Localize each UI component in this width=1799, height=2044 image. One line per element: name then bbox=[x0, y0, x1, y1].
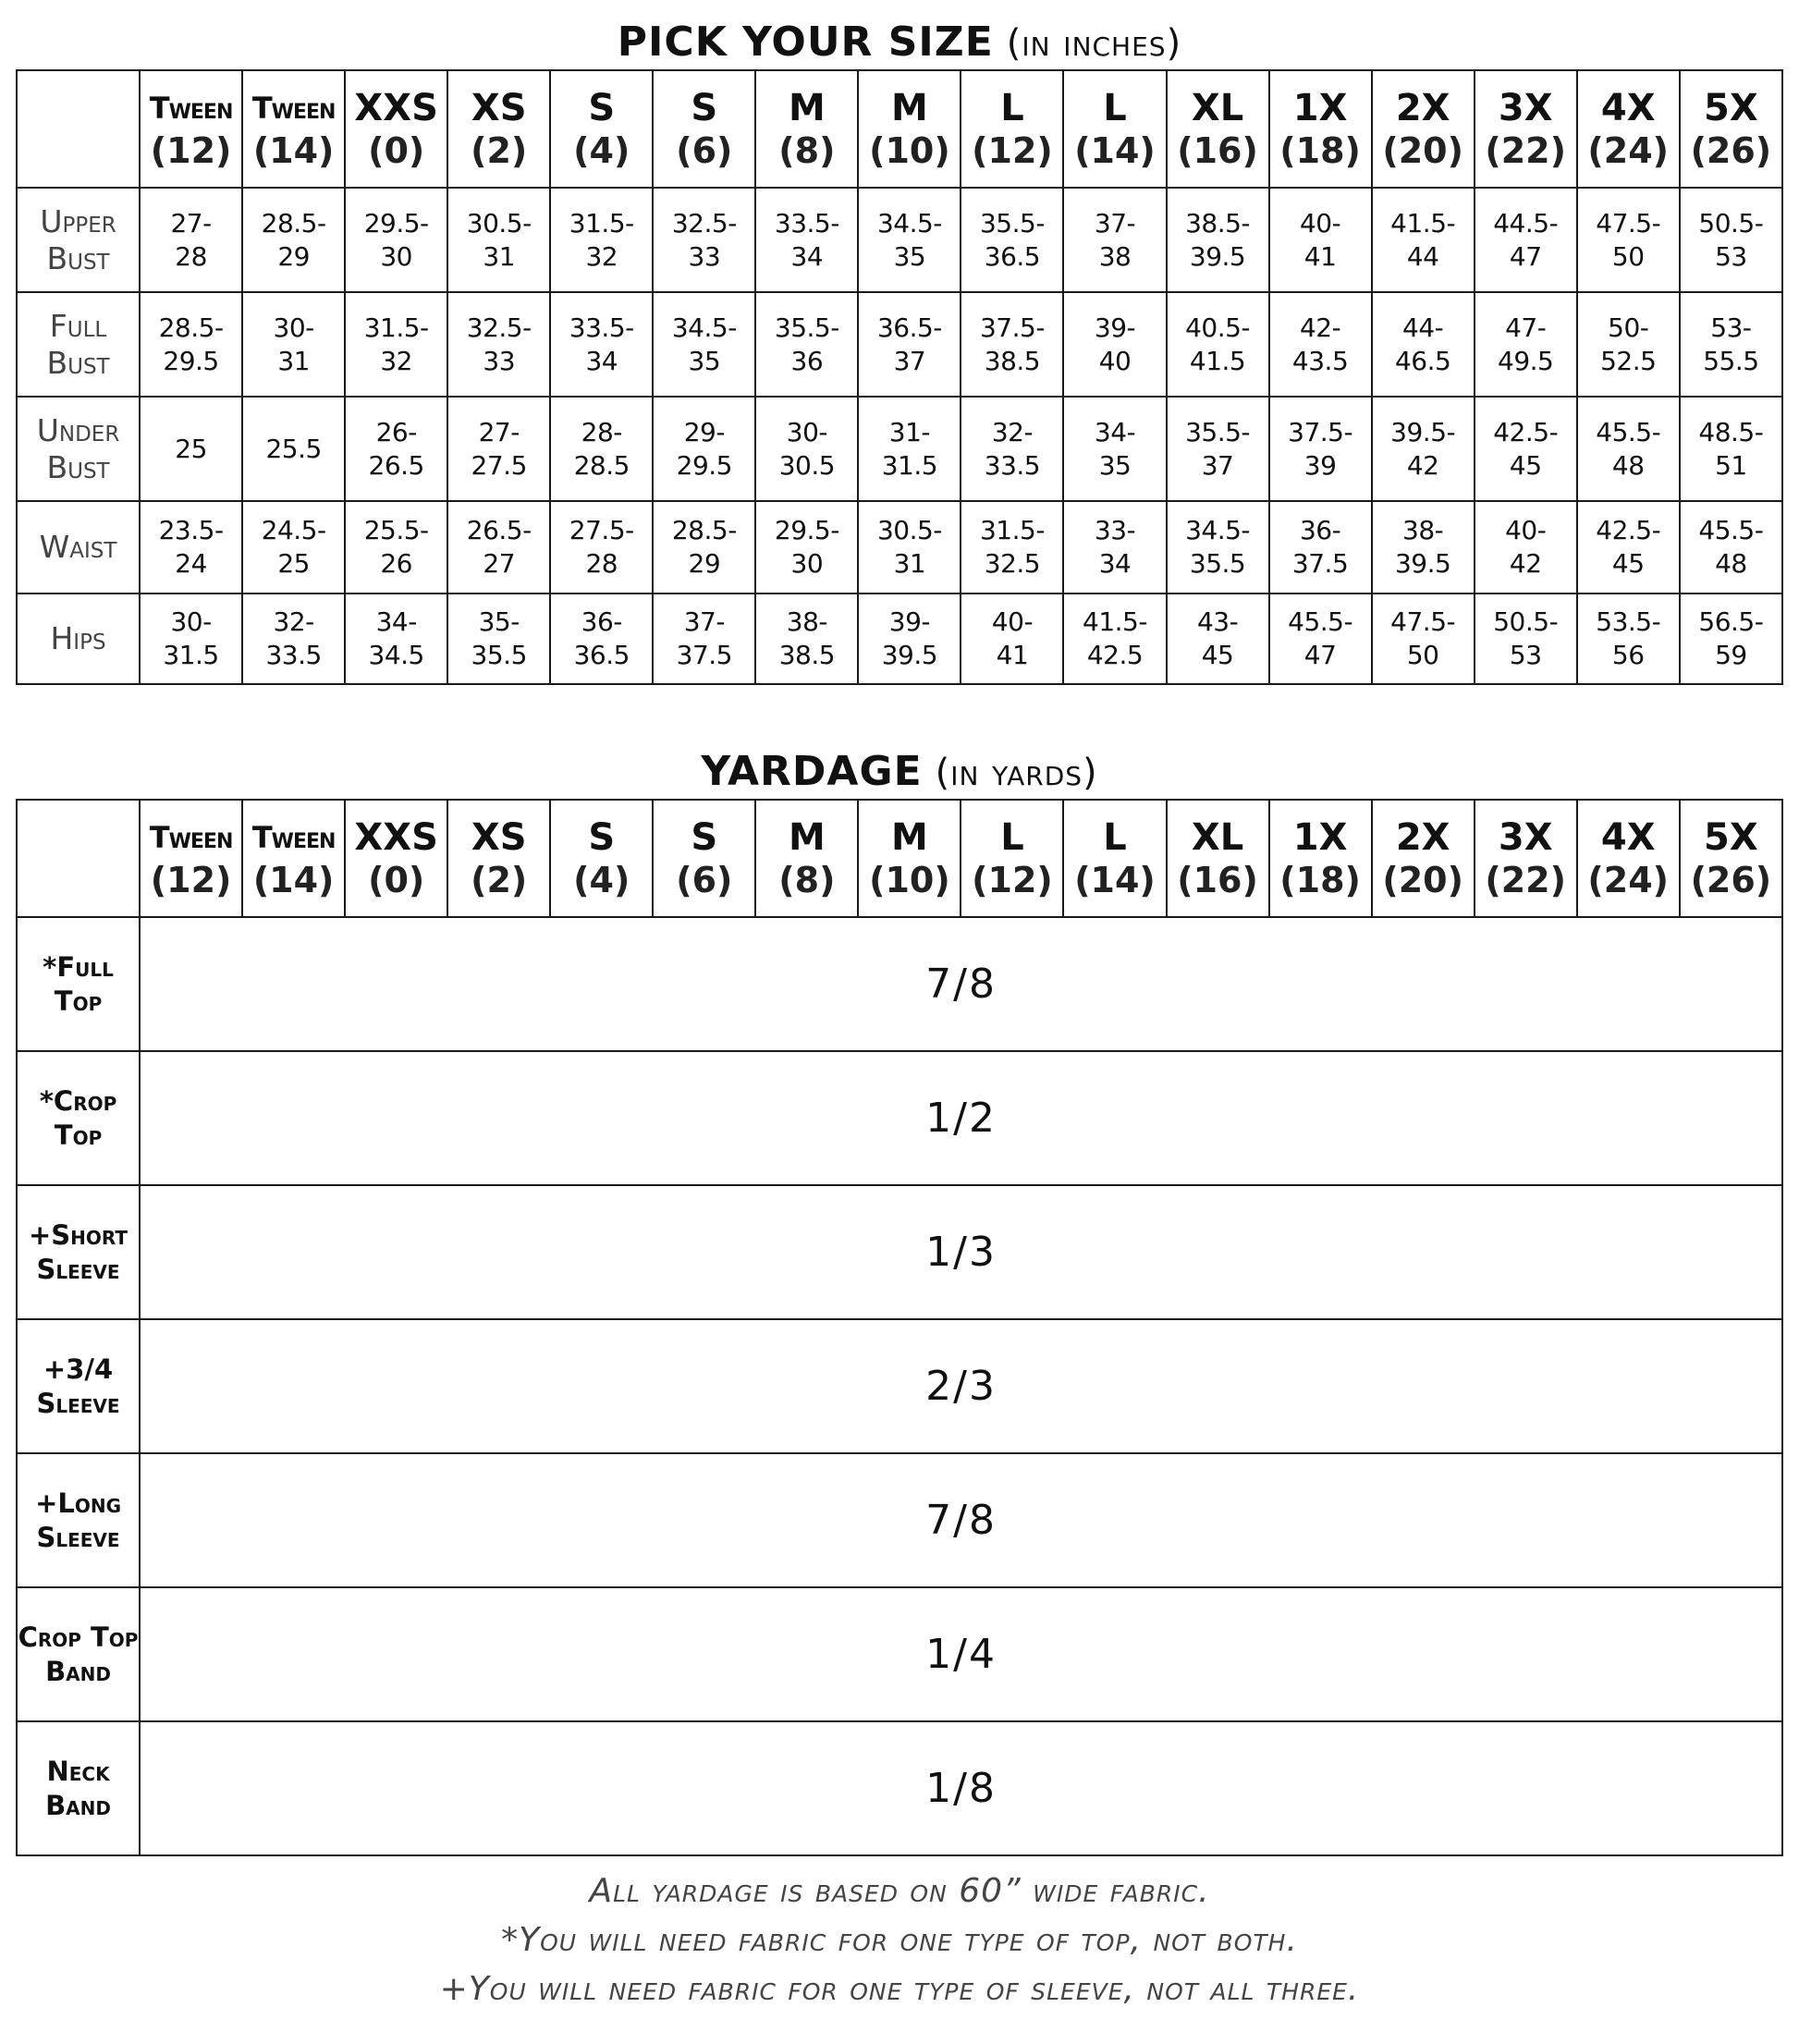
size-name: 1X bbox=[1292, 815, 1348, 859]
yardage-value: 7/8 bbox=[140, 1453, 1782, 1587]
size-number: (16) bbox=[1177, 859, 1258, 900]
measurement-cell: 32- 33.5 bbox=[961, 397, 1063, 501]
measurement-cell: 27.5- 28 bbox=[550, 501, 653, 594]
measurement-cell: 50.5- 53 bbox=[1680, 188, 1782, 292]
measurement-cell: 37.5- 38.5 bbox=[961, 292, 1063, 397]
measurement-cell: 23.5- 24 bbox=[140, 501, 242, 594]
size-column-header bbox=[550, 800, 653, 917]
size-number: (12) bbox=[972, 859, 1053, 900]
size-name: XXS bbox=[354, 815, 438, 859]
size-name: L bbox=[1103, 815, 1127, 859]
size-number: (6) bbox=[676, 129, 733, 171]
size-column-header bbox=[1372, 800, 1475, 917]
size-number: (14) bbox=[1074, 859, 1156, 900]
size-name: 5X bbox=[1704, 815, 1758, 859]
measurement-cell: 47.5- 50 bbox=[1372, 594, 1475, 684]
measurement-cell: 37.5- 39 bbox=[1269, 397, 1372, 501]
measurement-cell: 31.5- 32.5 bbox=[961, 501, 1063, 594]
size-name: S bbox=[691, 815, 718, 859]
measurement-cell: 34.5- 35 bbox=[653, 292, 755, 397]
size-name: L bbox=[1000, 86, 1024, 129]
measurement-cell: 42.5- 45 bbox=[1475, 397, 1577, 501]
size-number: (22) bbox=[1485, 129, 1566, 171]
measurement-cell: 38- 38.5 bbox=[755, 594, 858, 684]
size-column-header bbox=[1577, 800, 1680, 917]
measurement-label: Upper Bust bbox=[17, 188, 140, 292]
measurement-cell: 42- 43.5 bbox=[1269, 292, 1372, 397]
size-name: 3X bbox=[1498, 86, 1553, 129]
corner-cell bbox=[17, 800, 140, 917]
size-name: M bbox=[891, 815, 928, 859]
size-column-header bbox=[140, 70, 242, 188]
measurement-cell: 32.5- 33 bbox=[447, 292, 550, 397]
size-number: (14) bbox=[1074, 129, 1156, 171]
size-name: XL bbox=[1191, 86, 1244, 129]
size-number: (26) bbox=[1690, 129, 1772, 171]
yardage-chart-title bbox=[0, 746, 1799, 799]
measurement-cell: 39- 39.5 bbox=[858, 594, 961, 684]
size-number: (8) bbox=[778, 129, 836, 171]
size-column-header bbox=[858, 800, 961, 917]
yardage-value: 1/8 bbox=[140, 1721, 1782, 1855]
measurement-cell: 27- 27.5 bbox=[447, 397, 550, 501]
size-column-header bbox=[1167, 800, 1269, 917]
measurement-cell: 40- 42 bbox=[1475, 501, 1577, 594]
measurement-cell: 38.5- 39.5 bbox=[1167, 188, 1269, 292]
measurement-cell: 30.5- 31 bbox=[858, 501, 961, 594]
size-name: XS bbox=[471, 815, 527, 859]
size-chart-table bbox=[16, 69, 1783, 685]
measurement-cell: 28.5- 29 bbox=[653, 501, 755, 594]
yardage-chart-title-text: YARDAGE bbox=[701, 748, 923, 795]
size-name: Tween bbox=[149, 90, 233, 126]
measurement-label: Waist bbox=[17, 501, 140, 594]
measurement-cell: 39.5- 42 bbox=[1372, 397, 1475, 501]
yardage-label: Crop Top Band bbox=[17, 1587, 140, 1721]
measurement-cell: 43- 45 bbox=[1167, 594, 1269, 684]
measurement-cell: 31- 31.5 bbox=[858, 397, 961, 501]
measurement-cell: 35.5- 37 bbox=[1167, 397, 1269, 501]
measurement-label: Hips bbox=[17, 594, 140, 684]
yardage-label: *Full Top bbox=[17, 917, 140, 1051]
size-column-header bbox=[1167, 70, 1269, 188]
size-name: S bbox=[588, 815, 616, 859]
size-chart-unit: (in inches) bbox=[1006, 22, 1182, 65]
measurement-cell: 30- 31 bbox=[242, 292, 345, 397]
measurement-cell: 25.5- 26 bbox=[345, 501, 447, 594]
size-number: (16) bbox=[1177, 129, 1258, 171]
footnote-sleeve-type: +You will need fabric for one type of sleeve, not all three. bbox=[439, 1970, 1360, 2008]
size-number: (20) bbox=[1382, 129, 1463, 171]
measurement-cell: 25 bbox=[140, 397, 242, 501]
measurement-cell: 56.5- 59 bbox=[1680, 594, 1782, 684]
size-chart-title-text: PICK YOUR SIZE bbox=[617, 18, 994, 66]
measurement-cell: 33.5- 34 bbox=[755, 188, 858, 292]
size-number: (12) bbox=[150, 859, 232, 900]
size-column-header bbox=[1475, 70, 1577, 188]
size-number: (2) bbox=[471, 129, 528, 171]
measurement-cell: 37- 38 bbox=[1063, 188, 1166, 292]
size-column-header bbox=[1063, 800, 1166, 917]
measurement-cell: 24.5- 25 bbox=[242, 501, 345, 594]
size-column-header bbox=[755, 800, 858, 917]
measurement-cell: 29.5- 30 bbox=[755, 501, 858, 594]
measurement-cell: 50- 52.5 bbox=[1577, 292, 1680, 397]
size-name: Tween bbox=[149, 819, 233, 855]
yardage-row bbox=[17, 1319, 1782, 1453]
measurement-cell: 32.5- 33 bbox=[653, 188, 755, 292]
size-number: (10) bbox=[869, 129, 950, 171]
measurement-cell: 50.5- 53 bbox=[1475, 594, 1577, 684]
size-column-header bbox=[242, 70, 345, 188]
measurement-cell: 37- 37.5 bbox=[653, 594, 755, 684]
measurement-cell: 47- 49.5 bbox=[1475, 292, 1577, 397]
size-number: (18) bbox=[1279, 859, 1361, 900]
size-name: 5X bbox=[1704, 86, 1758, 129]
measurement-cell: 30- 31.5 bbox=[140, 594, 242, 684]
measurement-cell: 36.5- 37 bbox=[858, 292, 961, 397]
size-column-header bbox=[1269, 800, 1372, 917]
measurement-cell: 33.5- 34 bbox=[550, 292, 653, 397]
size-column-header bbox=[858, 70, 961, 188]
size-chart-body bbox=[17, 188, 1782, 684]
measurement-cell: 45.5- 48 bbox=[1577, 397, 1680, 501]
measurement-cell: 34.5- 35.5 bbox=[1167, 501, 1269, 594]
size-name: Tween bbox=[251, 90, 336, 126]
measurement-cell: 53- 55.5 bbox=[1680, 292, 1782, 397]
size-number: (0) bbox=[368, 859, 425, 900]
measurement-cell: 44- 46.5 bbox=[1372, 292, 1475, 397]
yardage-row bbox=[17, 1051, 1782, 1185]
measurement-cell: 28.5- 29 bbox=[242, 188, 345, 292]
measurement-cell: 45.5- 47 bbox=[1269, 594, 1372, 684]
size-number: (12) bbox=[150, 129, 232, 171]
footnote-top-type: *You will need fabric for one type of top, not both. bbox=[501, 1921, 1298, 1959]
size-number: (8) bbox=[778, 859, 836, 900]
size-header-row bbox=[17, 70, 1782, 188]
measurement-cell: 34- 34.5 bbox=[345, 594, 447, 684]
size-number: (20) bbox=[1382, 859, 1463, 900]
measurement-cell: 27- 28 bbox=[140, 188, 242, 292]
measurement-cell: 40.5- 41.5 bbox=[1167, 292, 1269, 397]
size-name: 4X bbox=[1600, 815, 1656, 859]
size-column-header bbox=[1577, 70, 1680, 188]
measurement-cell: 28.5- 29.5 bbox=[140, 292, 242, 397]
measurement-cell: 53.5- 56 bbox=[1577, 594, 1680, 684]
measurement-cell: 29- 29.5 bbox=[653, 397, 755, 501]
measurement-label: Under Bust bbox=[17, 397, 140, 501]
size-number: (10) bbox=[869, 859, 950, 900]
measurement-cell: 31.5- 32 bbox=[345, 292, 447, 397]
measurement-row bbox=[17, 594, 1782, 684]
size-column-header bbox=[447, 70, 550, 188]
yardage-chart-table bbox=[16, 799, 1783, 1856]
size-column-header bbox=[961, 800, 1063, 917]
measurement-cell: 36- 36.5 bbox=[550, 594, 653, 684]
size-name: 2X bbox=[1395, 86, 1450, 129]
measurement-label: Full Bust bbox=[17, 292, 140, 397]
size-number: (4) bbox=[573, 129, 630, 171]
measurement-cell: 25.5 bbox=[242, 397, 345, 501]
measurement-cell: 34- 35 bbox=[1063, 397, 1166, 501]
measurement-cell: 35- 35.5 bbox=[447, 594, 550, 684]
measurement-cell: 35.5- 36.5 bbox=[961, 188, 1063, 292]
yardage-row bbox=[17, 1721, 1782, 1855]
size-column-header bbox=[242, 800, 345, 917]
size-number: (26) bbox=[1690, 859, 1772, 900]
yardage-chart-unit: (in yards) bbox=[935, 752, 1098, 794]
size-column-header bbox=[1372, 70, 1475, 188]
size-number: (14) bbox=[252, 859, 335, 900]
yardage-row bbox=[17, 1185, 1782, 1319]
size-name: XXS bbox=[354, 86, 438, 129]
measurement-cell: 47.5- 50 bbox=[1577, 188, 1680, 292]
size-column-header bbox=[447, 800, 550, 917]
footnote-fabric-width: All yardage is based on 60” wide fabric. bbox=[589, 1872, 1210, 1910]
size-column-header bbox=[653, 800, 755, 917]
size-number: (12) bbox=[972, 129, 1053, 171]
yardage-value: 1/2 bbox=[140, 1051, 1782, 1185]
measurement-cell: 39- 40 bbox=[1063, 292, 1166, 397]
size-name: L bbox=[1000, 815, 1024, 859]
size-number: (14) bbox=[252, 129, 335, 171]
measurement-cell: 28- 28.5 bbox=[550, 397, 653, 501]
measurement-cell: 26.5- 27 bbox=[447, 501, 550, 594]
size-name: L bbox=[1103, 86, 1127, 129]
yardage-label: Neck Band bbox=[17, 1721, 140, 1855]
corner-cell bbox=[17, 70, 140, 188]
measurement-cell: 32- 33.5 bbox=[242, 594, 345, 684]
measurement-cell: 31.5- 32 bbox=[550, 188, 653, 292]
size-column-header bbox=[345, 70, 447, 188]
size-number: (22) bbox=[1485, 859, 1566, 900]
yardage-value: 2/3 bbox=[140, 1319, 1782, 1453]
measurement-cell: 30.5- 31 bbox=[447, 188, 550, 292]
size-number: (0) bbox=[368, 129, 425, 171]
measurement-cell: 29.5- 30 bbox=[345, 188, 447, 292]
size-name: XL bbox=[1191, 815, 1244, 859]
size-name: M bbox=[788, 815, 826, 859]
size-number: (6) bbox=[676, 859, 733, 900]
measurement-cell: 48.5- 51 bbox=[1680, 397, 1782, 501]
measurement-cell: 44.5- 47 bbox=[1475, 188, 1577, 292]
measurement-cell: 26- 26.5 bbox=[345, 397, 447, 501]
size-column-header bbox=[1680, 800, 1782, 917]
size-column-header bbox=[961, 70, 1063, 188]
measurement-row bbox=[17, 501, 1782, 594]
yardage-label: +Short Sleeve bbox=[17, 1185, 140, 1319]
yardage-label: +Long Sleeve bbox=[17, 1453, 140, 1587]
yardage-label: *Crop Top bbox=[17, 1051, 140, 1185]
size-column-header bbox=[1680, 70, 1782, 188]
size-name: M bbox=[891, 86, 928, 129]
size-column-header bbox=[550, 70, 653, 188]
size-name: 2X bbox=[1395, 815, 1450, 859]
size-chart-title bbox=[0, 17, 1799, 69]
measurement-cell: 42.5- 45 bbox=[1577, 501, 1680, 594]
measurement-cell: 33- 34 bbox=[1063, 501, 1166, 594]
measurement-cell: 38- 39.5 bbox=[1372, 501, 1475, 594]
measurement-row bbox=[17, 292, 1782, 397]
size-name: 4X bbox=[1600, 86, 1656, 129]
yardage-row bbox=[17, 1587, 1782, 1721]
measurement-cell: 30- 30.5 bbox=[755, 397, 858, 501]
size-name: M bbox=[788, 86, 826, 129]
size-number: (4) bbox=[573, 859, 630, 900]
size-column-header bbox=[755, 70, 858, 188]
measurement-row bbox=[17, 188, 1782, 292]
yardage-row bbox=[17, 1453, 1782, 1587]
yardage-row bbox=[17, 917, 1782, 1051]
yardage-value: 1/3 bbox=[140, 1185, 1782, 1319]
yardage-header-row bbox=[17, 800, 1782, 917]
size-number: (18) bbox=[1279, 129, 1361, 171]
yardage-value: 7/8 bbox=[140, 917, 1782, 1051]
size-name: XS bbox=[471, 86, 527, 129]
size-number: (2) bbox=[471, 859, 528, 900]
measurement-cell: 34.5- 35 bbox=[858, 188, 961, 292]
yardage-chart-body bbox=[17, 917, 1782, 1855]
measurement-cell: 40- 41 bbox=[961, 594, 1063, 684]
size-column-header bbox=[1475, 800, 1577, 917]
size-number: (24) bbox=[1587, 859, 1670, 900]
measurement-cell: 35.5- 36 bbox=[755, 292, 858, 397]
measurement-cell: 36- 37.5 bbox=[1269, 501, 1372, 594]
measurement-cell: 41.5- 44 bbox=[1372, 188, 1475, 292]
size-name: 1X bbox=[1292, 86, 1348, 129]
size-column-header bbox=[345, 800, 447, 917]
size-name: S bbox=[588, 86, 616, 129]
yardage-value: 1/4 bbox=[140, 1587, 1782, 1721]
size-name: 3X bbox=[1498, 815, 1553, 859]
measurement-cell: 41.5- 42.5 bbox=[1063, 594, 1166, 684]
size-name: S bbox=[691, 86, 718, 129]
size-number: (24) bbox=[1587, 129, 1670, 171]
measurement-row bbox=[17, 397, 1782, 501]
size-name: Tween bbox=[251, 819, 336, 855]
size-column-header bbox=[653, 70, 755, 188]
size-column-header bbox=[140, 800, 242, 917]
size-column-header bbox=[1063, 70, 1166, 188]
size-column-header bbox=[1269, 70, 1372, 188]
measurement-cell: 45.5- 48 bbox=[1680, 501, 1782, 594]
measurement-cell: 40- 41 bbox=[1269, 188, 1372, 292]
yardage-label: +3/4 Sleeve bbox=[17, 1319, 140, 1453]
